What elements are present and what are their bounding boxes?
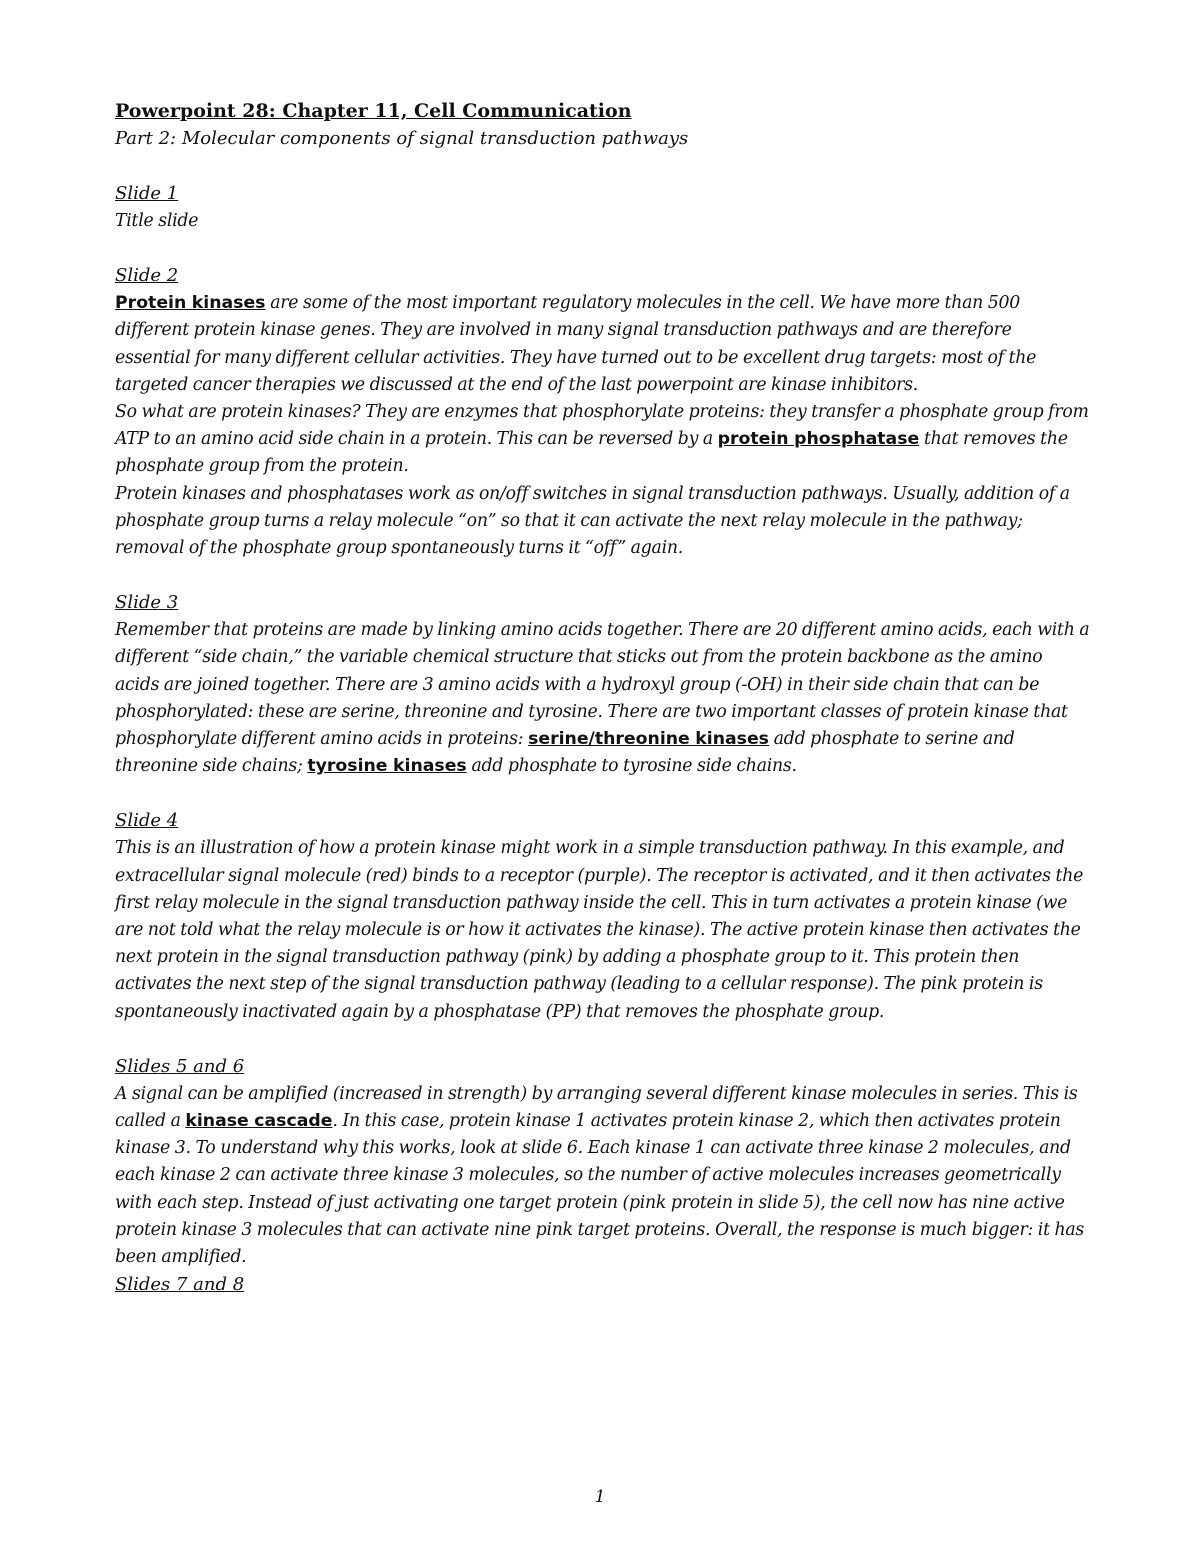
section-heading: Slide 3 [115,592,179,614]
text-run: add phosphate to serine and threonine side chains; [115,729,1015,777]
section-heading: Slides 5 and 6 [115,1055,245,1077]
document-subtitle: Part 2: Molecular components of signal transduction pathways [115,128,689,149]
document-page [115,97,1090,1299]
section [115,807,1090,1025]
text-run: This is an illustration of how a protein kinase might work in a simple transduction pathway. In this example, and extracellular signal molecule (red) binds to a receptor (purple). The receptor is activated, and it then activates the first relay molecule in the signal transduction pathway inside the cell. This in turn activates a protein kinase (we are not told what the relay molecule is or how it activates the kinase). The active protein kinase then activates the next protein in the signal transduction pathway (pink) by adding a phosphate group to it. This protein then activates the next step of the signal transduction pathway (leading to a cellular response). The pink protein is spontaneously inactivated again by a phosphatase (PP) that removes the phosphate group. [115,838,1084,1022]
text-run: . In this case, protein kinase 1 activates protein kinase 2, which then activates protein kinase 3. To understand why this works, look at slide 6. Each kinase 1 can activate three kinase 2 molecules, and each kinase 2 can activate three kinase 3 molecules, so the number of active molecules increases geometrically with each step. Instead of just activating one target protein (pink protein in slide 5), the cell now has nine active protein kinase 3 molecules that can activate nine pink target proteins. Overall, the response is much bigger: it has been amplified. [115,1111,1085,1268]
text-run: Protein kinases and phosphatases work as on/off switches in signal transduction pathways. Usually, addition of a phosphate group turns a relay molecule “on” so that it can activate the next relay molecule in the pathway; removal of the phosphate group spontaneously turns it “off” again. [115,483,1070,559]
key-term: kinase cascade [185,1111,333,1132]
paragraph [115,399,1090,481]
text-run: Title slide [115,211,199,231]
paragraph [115,290,1090,399]
text-run: Remember that proteins are made by linking amino acids together. There are 20 different amino acids, each with a different “side chain,” the variable chemical structure that sticks out from the protein backbone as the amino acids are joined together. There are 3 amino acids with a hydroxyl group (-OH) in their side chain that can be phosphorylated: these are serine, threonine and tyrosine. There are two important classes of protein kinase that phosphorylate different amino acids in proteins: [115,620,1090,750]
paragraph [115,835,1090,1025]
key-term: protein phosphatase [717,429,920,450]
section-heading: Slide 4 [115,810,179,832]
section [115,262,1090,562]
section [115,1271,1090,1299]
paragraph [115,617,1090,780]
paragraph [115,208,1090,235]
section [115,1053,1090,1271]
text-run: are some of the most important regulatory molecules in the cell. We have more than 500 different protein kinase genes. They are involved in many signal transduction pathways and are therefore essential for many different cellular activities. They have turned out to be excellent drug targets: most of the targeted cancer therapies we discussed at the end of the last powerpoint are kinase inhibitors. [115,293,1037,395]
text-run: add phosphate to tyrosine side chains. [466,756,797,777]
document-title: Powerpoint 28: Chapter 11, Cell Communication [115,100,632,122]
key-term: tyrosine kinases [307,756,467,777]
page-number: 1 [594,1487,606,1507]
section [115,589,1090,780]
text-run: A signal can be amplified (increased in strength) by arranging several different kinase molecules in series. This is called a [115,1083,1078,1132]
text-run: So what are protein kinases? They are enzymes that phosphorylate proteins: they transfer a phosphate group from ATP to an amino acid side chain in a protein. This can be reversed by a [115,402,1089,450]
section-heading: Slide 2 [115,265,179,287]
key-term: Protein kinases [115,293,266,314]
paragraph [115,481,1090,563]
section [115,180,1090,235]
paragraph [115,1081,1090,1271]
sections-container [115,180,1090,1299]
section-heading: Slides 7 and 8 [115,1274,245,1296]
key-term: serine/threonine kinases [528,729,769,750]
section-heading: Slide 1 [115,183,179,204]
text-run: that removes the phosphate group from the protein. [115,429,1068,477]
